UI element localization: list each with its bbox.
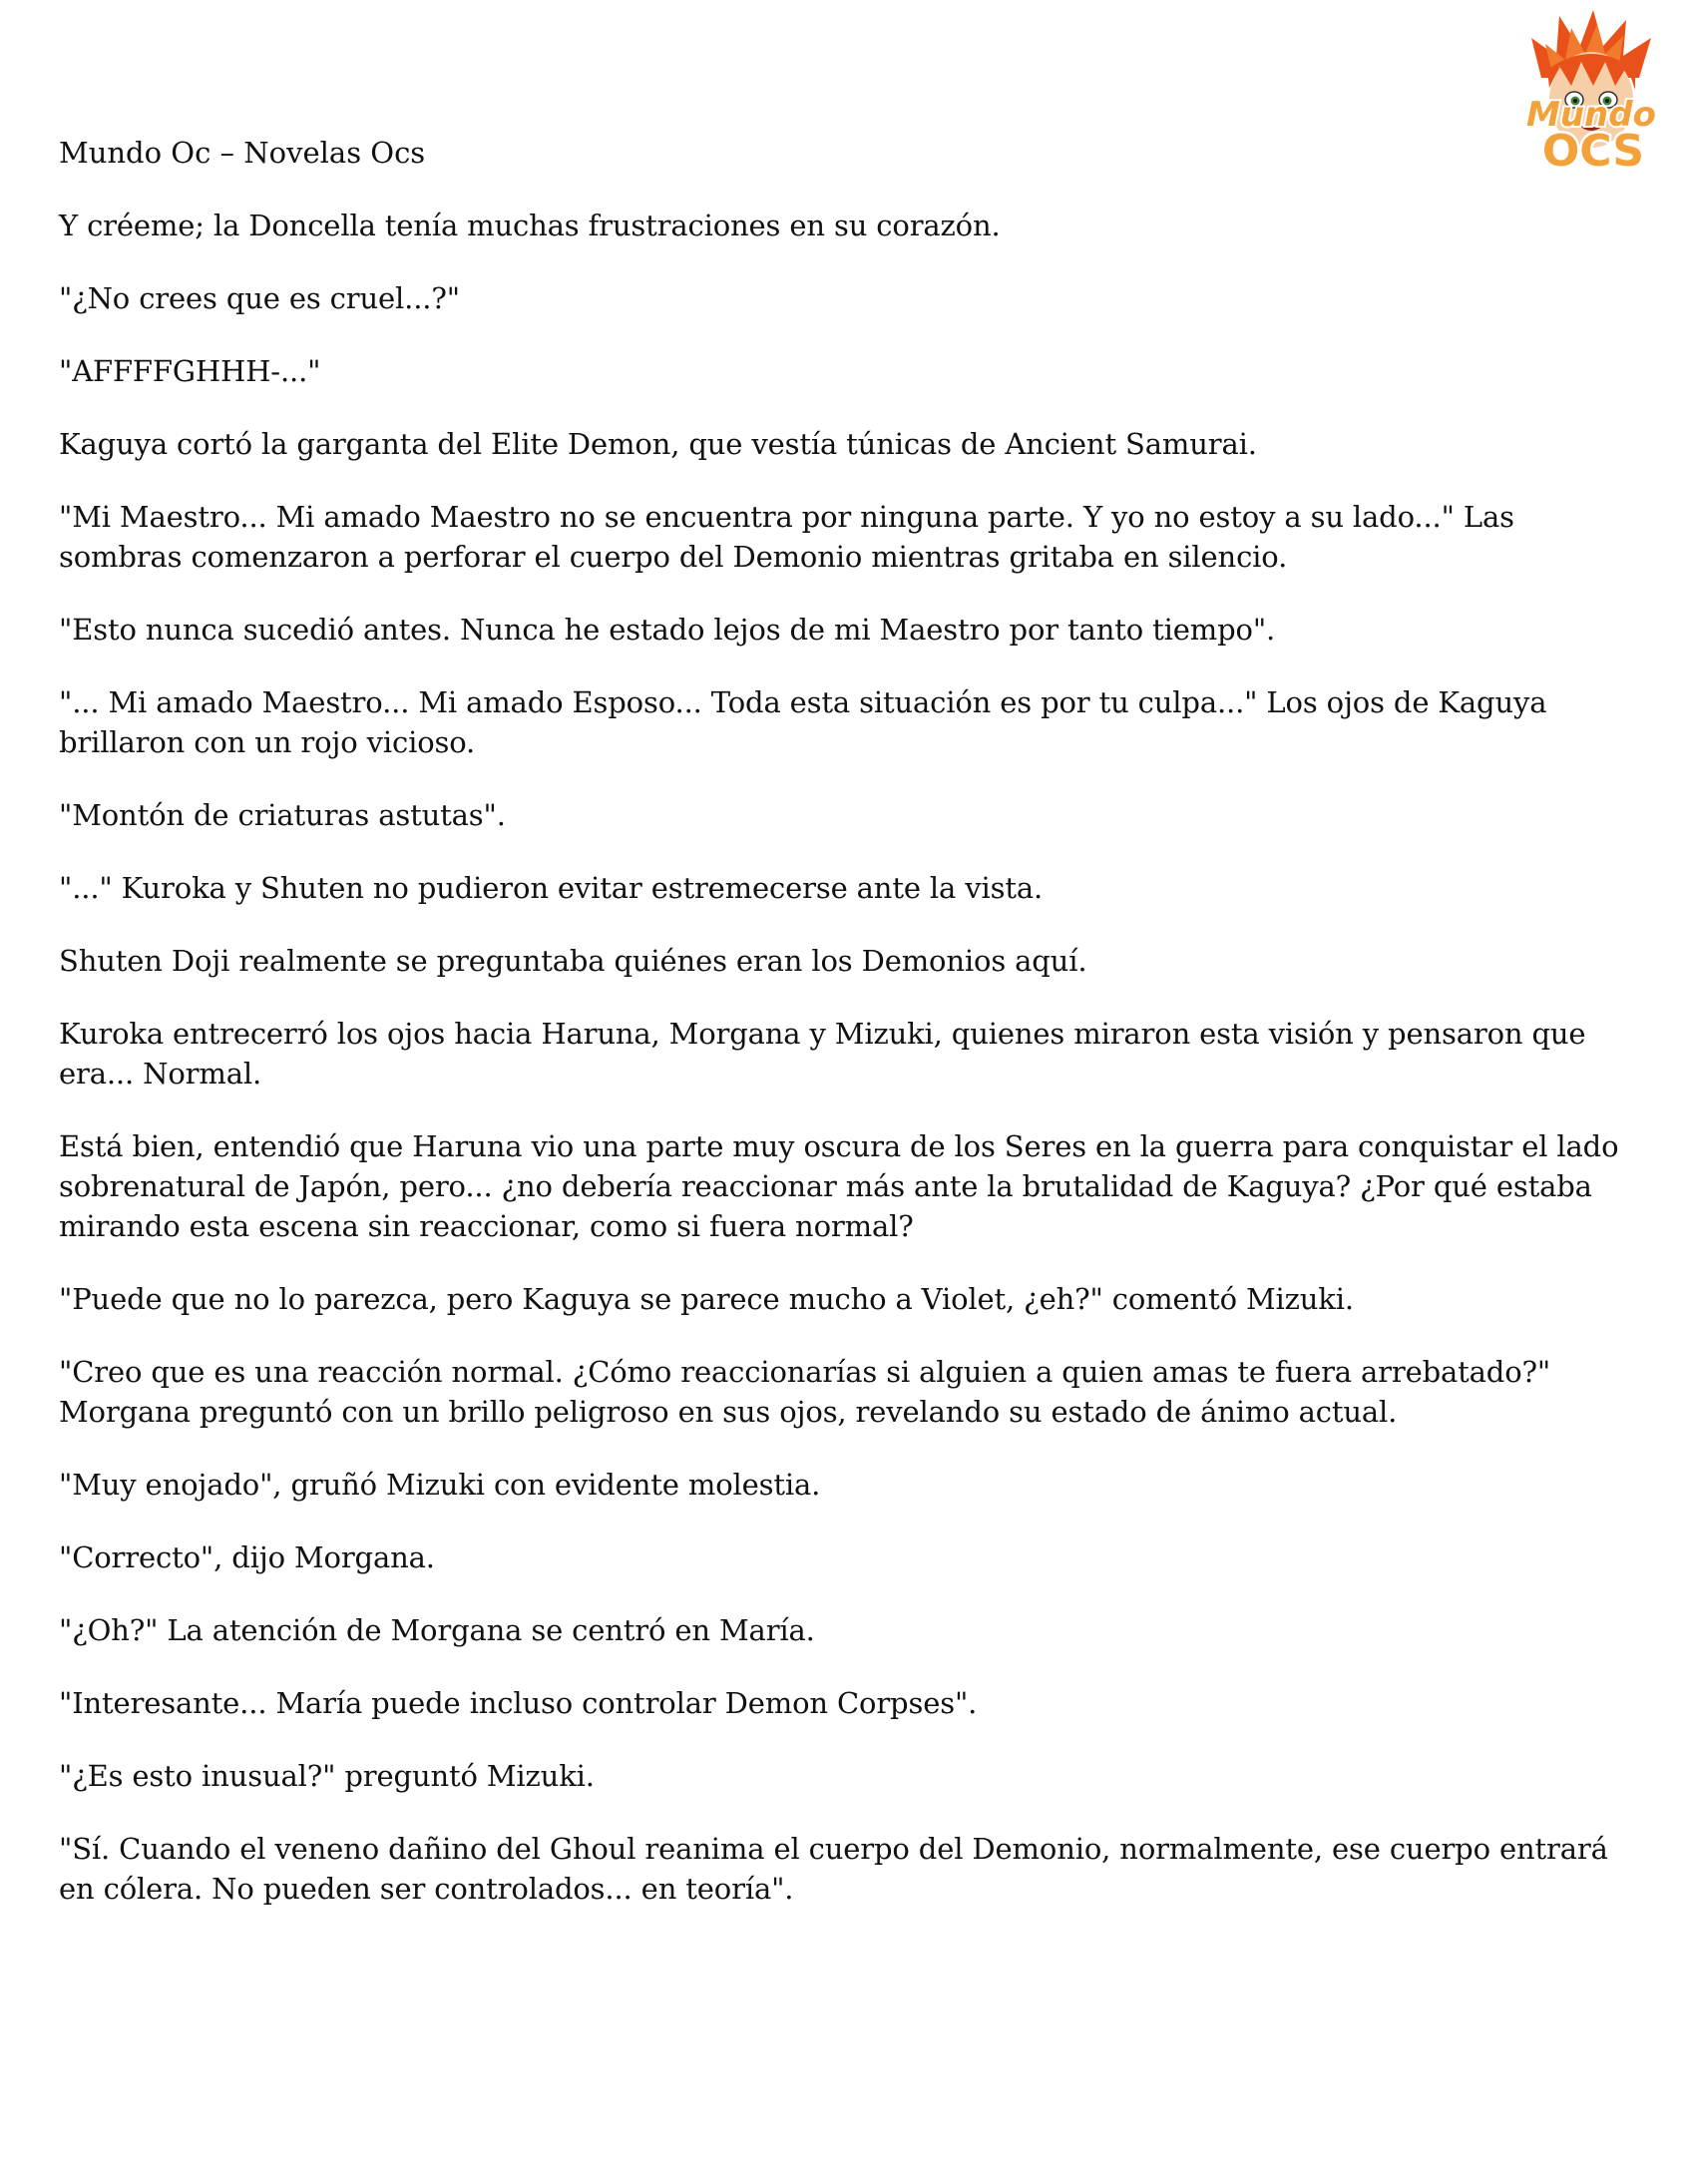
paragraph: "AFFFFGHHH-..." bbox=[59, 354, 321, 388]
paragraph: Kuroka entrecerró los ojos hacia Haruna, Morgana y Mizuki, quienes miraron esta visión y pensaron que era... Normal. bbox=[59, 1017, 1586, 1091]
paragraph: "Correcto", dijo Morgana. bbox=[59, 1540, 435, 1574]
paragraph: "Montón de criaturas astutas". bbox=[59, 798, 506, 832]
paragraph: "..." Kuroka y Shuten no pudieron evitar estremecerse ante la vista. bbox=[59, 871, 1044, 905]
paragraph: "¿Es esto inusual?" preguntó Mizuki. bbox=[59, 1759, 595, 1793]
paragraph: "Puede que no lo parezca, pero Kaguya se parece mucho a Violet, ¿eh?" comentó Mizuki. bbox=[59, 1282, 1354, 1316]
paragraph: "Muy enojado", gruñó Mizuki con evidente molestia. bbox=[59, 1468, 821, 1502]
paragraph: Está bien, entendió que Haruna vio una parte muy oscura de los Seres en la guerra para conquistar el lado sobrenatural de Japón, pero... ¿no debería reaccionar más ante la brutalidad de Kaguya? ¿Por qué estaba mirando esta escena sin reaccionar, como si fuera normal? bbox=[59, 1129, 1619, 1243]
paragraph: Kaguya cortó la garganta del Elite Demon, que vestía túnicas de Ancient Samurai. bbox=[59, 427, 1257, 461]
logo-text-bottom: OCS bbox=[1541, 126, 1645, 177]
document-body bbox=[59, 133, 1645, 1942]
paragraph: "Interesante... María puede incluso controlar Demon Corpses". bbox=[59, 1686, 978, 1720]
paragraph: "Sí. Cuando el veneno dañino del Ghoul reanima el cuerpo del Demonio, normalmente, ese cuerpo entrará en cólera. No pueden ser controlados... en teoría". bbox=[59, 1832, 1608, 1906]
paragraph: Y créeme; la Doncella tenía muchas frustraciones en su corazón. bbox=[59, 209, 1001, 242]
paragraph: "¿No crees que es cruel...?" bbox=[59, 281, 460, 315]
paragraph: "Creo que es una reacción normal. ¿Cómo reaccionarías si alguien a quien amas te fuera arrebatado?" Morgana preguntó con un brillo peligroso en sus ojos, revelando su estado de ánimo actual. bbox=[59, 1355, 1551, 1429]
logo-text-top: Mundo bbox=[1526, 95, 1656, 135]
paragraph: "... Mi amado Maestro... Mi amado Esposo... Toda esta situación es por tu culpa..." Los ojos de Kaguya brillaron con un rojo vicioso. bbox=[59, 685, 1547, 759]
paragraph: "Mi Maestro... Mi amado Maestro no se encuentra por ninguna parte. Y yo no estoy a su lado..." Las sombras comenzaron a perforar el cuerpo del Demonio mientras gritaba en silencio. bbox=[59, 500, 1514, 574]
paragraph: "Esto nunca sucedió antes. Nunca he estado lejos de mi Maestro por tanto tiempo". bbox=[59, 613, 1276, 647]
paragraph: "¿Oh?" La atención de Morgana se centró en María. bbox=[59, 1613, 815, 1647]
page-header-title: Mundo Oc – Novelas Ocs bbox=[59, 136, 426, 170]
paragraph: Shuten Doji realmente se preguntaba quiénes eran los Demonios aquí. bbox=[59, 944, 1087, 978]
